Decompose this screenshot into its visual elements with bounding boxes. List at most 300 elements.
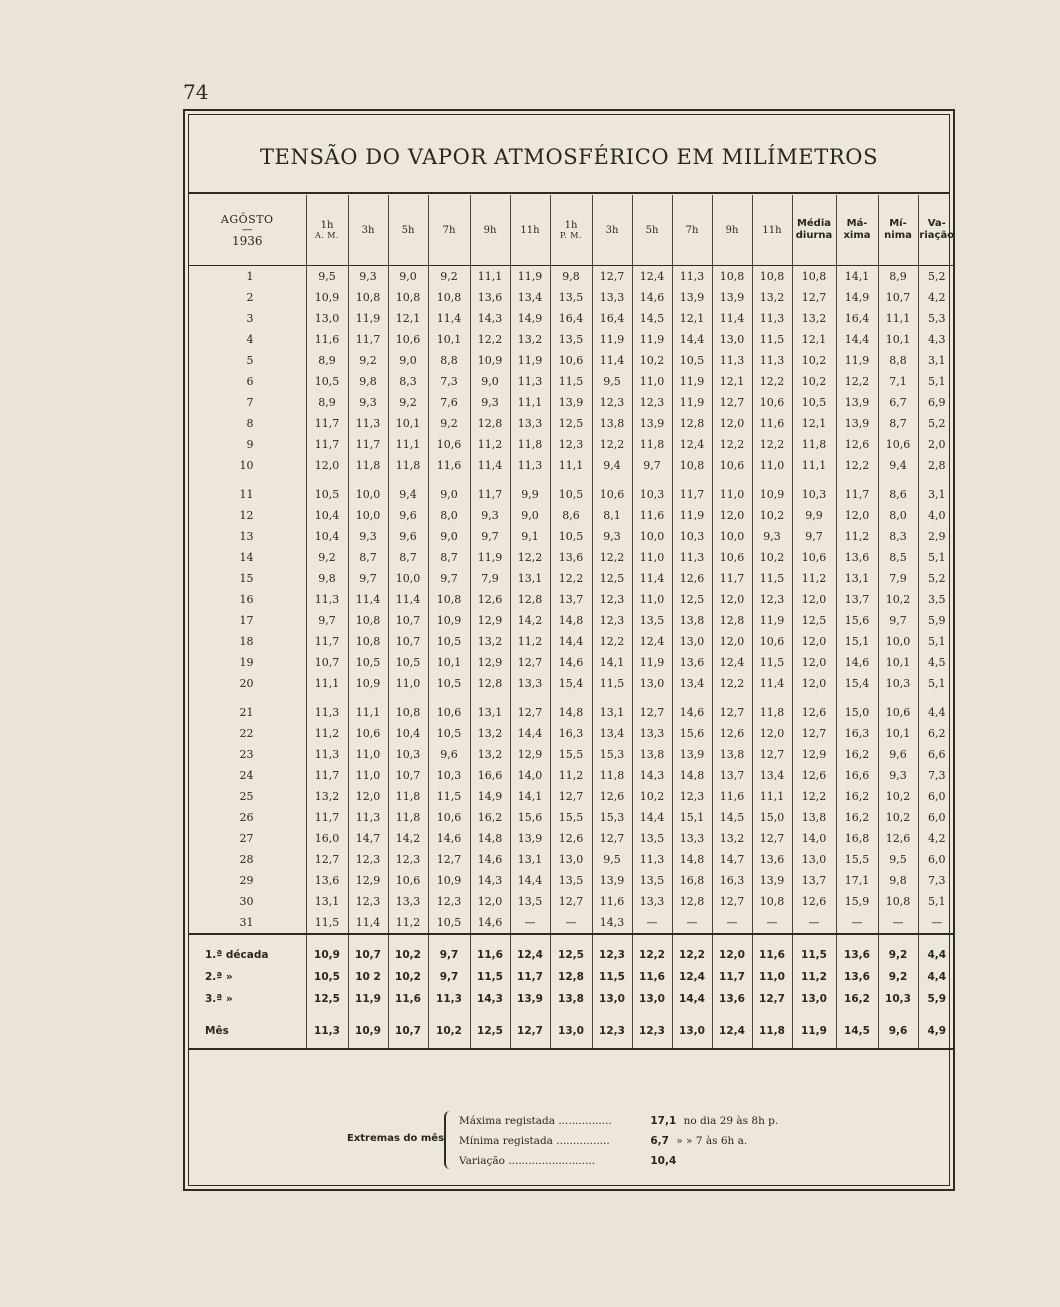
spacer-cell	[672, 694, 712, 702]
summary-value: 12,0	[712, 934, 752, 966]
value-cell: 13,6	[752, 849, 792, 870]
table-row	[189, 723, 955, 744]
summary-value: 4,4	[918, 934, 955, 966]
table-row	[189, 786, 955, 807]
value-cell: 12,4	[712, 652, 752, 673]
summary-value: 4,4	[918, 966, 955, 988]
value-cell: —	[836, 912, 878, 934]
value-cell: 12,7	[792, 723, 836, 744]
value-cell: 12,9	[348, 870, 388, 891]
value-cell: 2,0	[918, 434, 955, 455]
value-cell: 12,5	[592, 568, 632, 589]
value-cell: 5,1	[918, 547, 955, 568]
value-cell: 16,2	[836, 786, 878, 807]
value-cell: 10,6	[878, 434, 918, 455]
decade-spacer	[189, 476, 955, 484]
day-cell: 10	[239, 459, 254, 472]
gap-cell	[672, 1010, 712, 1020]
value-cell: 4,2	[918, 287, 955, 308]
value-cell: 9,4	[878, 455, 918, 476]
value-cell: 12,2	[752, 371, 792, 392]
header-hour: 9h	[712, 195, 752, 266]
value-cell: —	[918, 912, 955, 934]
value-cell: 13,9	[712, 287, 752, 308]
value-cell: 11,5	[550, 371, 592, 392]
value-cell: 12,0	[836, 505, 878, 526]
value-cell: 12,3	[672, 786, 712, 807]
gap-cell	[712, 1010, 752, 1020]
value-cell: 12,7	[306, 849, 348, 870]
value-cell: 12,6	[470, 589, 510, 610]
value-cell: 11,6	[592, 891, 632, 912]
value-cell: 6,6	[918, 744, 955, 765]
summary-value: 13,0	[592, 988, 632, 1010]
value-cell: 10,7	[388, 610, 428, 631]
value-cell: 13,5	[632, 828, 672, 849]
spacer-cell	[348, 694, 388, 702]
value-cell: 8,8	[428, 350, 470, 371]
value-cell: 11,7	[306, 631, 348, 652]
value-cell: 13,1	[306, 891, 348, 912]
summary-value: 9,2	[878, 966, 918, 988]
value-cell: 12,2	[752, 434, 792, 455]
header-hour: 11h	[510, 195, 550, 266]
value-cell: 14,5	[712, 807, 752, 828]
value-cell: 10,6	[388, 329, 428, 350]
value-cell: 11,9	[836, 350, 878, 371]
value-cell: 11,3	[632, 849, 672, 870]
value-cell: 12,2	[836, 371, 878, 392]
value-cell: 15,3	[592, 807, 632, 828]
value-cell: 13,1	[510, 849, 550, 870]
summary-value: 9,7	[428, 934, 470, 966]
value-cell: 13,0	[712, 329, 752, 350]
summary-value: 13,0	[550, 1020, 592, 1049]
summary-value: 12,5	[550, 934, 592, 966]
value-cell: 13,0	[792, 849, 836, 870]
value-cell: 14,9	[836, 287, 878, 308]
gap-cell	[510, 1010, 550, 1020]
value-cell: 5,1	[918, 631, 955, 652]
table-row	[189, 807, 955, 828]
value-cell: 13,0	[632, 673, 672, 694]
value-cell: 12,0	[712, 631, 752, 652]
summary-label: 3.ª »	[205, 993, 233, 1005]
value-cell: 11,9	[632, 652, 672, 673]
summary-value: 14,4	[672, 988, 712, 1010]
day-cell: 23	[239, 748, 254, 761]
extreme-min-row	[459, 1135, 747, 1147]
value-cell: —	[550, 912, 592, 934]
value-cell: 10,4	[388, 723, 428, 744]
value-cell: 12,3	[348, 891, 388, 912]
value-cell: 17,1	[836, 870, 878, 891]
header-variacao: Va- riação	[918, 195, 955, 266]
value-cell: 13,3	[672, 828, 712, 849]
day-cell: 16	[239, 593, 254, 606]
value-cell: 10,8	[348, 631, 388, 652]
value-cell: 8,9	[306, 350, 348, 371]
value-cell: 13,4	[752, 765, 792, 786]
value-cell: 11,8	[388, 807, 428, 828]
table-inner-frame	[188, 114, 955, 1186]
value-cell: 11,2	[306, 723, 348, 744]
table-row	[189, 266, 955, 288]
value-cell: 9,8	[306, 568, 348, 589]
summary-value: 11,5	[592, 966, 632, 988]
value-cell: 10,2	[792, 350, 836, 371]
value-cell: 9,2	[388, 392, 428, 413]
value-cell: 11,2	[550, 765, 592, 786]
value-cell: 14,3	[470, 870, 510, 891]
value-cell: 14,8	[672, 849, 712, 870]
hour-label: 1h	[564, 220, 578, 231]
summary-value: 11,6	[388, 988, 428, 1010]
day-cell: 26	[239, 811, 254, 824]
spacer-cell	[672, 476, 712, 484]
vapor-pressure-table	[189, 195, 955, 1050]
value-cell: 7,1	[878, 371, 918, 392]
value-cell: 10,4	[306, 526, 348, 547]
value-cell: 10,5	[348, 652, 388, 673]
summary-value: 11,9	[348, 988, 388, 1010]
spacer-cell	[712, 694, 752, 702]
table-row	[189, 547, 955, 568]
value-cell: 14,0	[792, 828, 836, 849]
summary-value: 9,7	[428, 966, 470, 988]
value-cell: 9,1	[510, 526, 550, 547]
summary-value: 12,4	[712, 1020, 752, 1049]
value-cell: 10,6	[878, 702, 918, 723]
value-cell: 10,3	[428, 765, 470, 786]
value-cell: 11,8	[752, 702, 792, 723]
value-cell: 11,1	[306, 673, 348, 694]
value-cell: 12,7	[752, 828, 792, 849]
value-cell: 10,1	[428, 652, 470, 673]
value-cell: 10,8	[878, 891, 918, 912]
day-cell: 30	[239, 895, 254, 908]
spacer-cell	[428, 694, 470, 702]
value-cell: 10,1	[878, 652, 918, 673]
value-cell: 5,2	[918, 413, 955, 434]
value-cell: 12,7	[712, 891, 752, 912]
value-cell: 12,5	[550, 413, 592, 434]
value-cell: 9,2	[306, 547, 348, 568]
value-cell: 14,6	[470, 849, 510, 870]
header-hour: 11h	[752, 195, 792, 266]
value-cell: 13,6	[550, 547, 592, 568]
summary-value: 10,2	[388, 934, 428, 966]
value-cell: 8,7	[878, 413, 918, 434]
day-cell: 31	[239, 916, 254, 929]
gap-cell	[836, 1010, 878, 1020]
day-cell: 19	[239, 656, 254, 669]
value-cell: 10,3	[672, 526, 712, 547]
value-cell: 12,8	[510, 589, 550, 610]
value-cell: 10,2	[632, 786, 672, 807]
value-cell: 10,9	[428, 870, 470, 891]
table-row	[189, 828, 955, 849]
value-cell: 11,8	[348, 455, 388, 476]
summary-value: 11,6	[752, 934, 792, 966]
summary-value: 11,9	[792, 1020, 836, 1049]
spacer-cell	[632, 476, 672, 484]
value-cell: 12,3	[592, 610, 632, 631]
spacer-cell	[388, 694, 428, 702]
value-cell: 14,0	[510, 765, 550, 786]
value-cell: 9,7	[792, 526, 836, 547]
year-label: 1936	[231, 233, 263, 248]
value-cell: 16,8	[672, 870, 712, 891]
value-cell: 10,4	[306, 505, 348, 526]
value-cell: 9,3	[348, 526, 388, 547]
value-cell: 8,7	[428, 547, 470, 568]
table-row	[189, 526, 955, 547]
value-cell: 13,6	[672, 652, 712, 673]
summary-value: 10,2	[388, 966, 428, 988]
value-cell: 12,7	[712, 392, 752, 413]
value-cell: 10,1	[388, 413, 428, 434]
value-cell: 10,2	[878, 786, 918, 807]
value-cell: 10,8	[348, 287, 388, 308]
value-cell: 14,6	[632, 287, 672, 308]
value-cell: 13,4	[672, 673, 712, 694]
value-cell: 12,1	[792, 329, 836, 350]
summary-value: 10,7	[388, 1020, 428, 1049]
value-cell: 11,8	[592, 765, 632, 786]
day-cell: 2	[246, 291, 254, 304]
value-cell: 11,0	[752, 455, 792, 476]
value-cell: 14,4	[632, 807, 672, 828]
value-cell: 12,0	[752, 723, 792, 744]
value-cell: 11,3	[752, 350, 792, 371]
summary-value: 12,3	[632, 1020, 672, 1049]
value-cell: 11,4	[348, 589, 388, 610]
day-cell: 18	[239, 635, 254, 648]
pm-label: P. M.	[559, 231, 583, 240]
value-cell: 9,0	[470, 371, 510, 392]
value-cell: 10,8	[672, 455, 712, 476]
value-cell: 11,2	[792, 568, 836, 589]
value-cell: 14,4	[510, 870, 550, 891]
value-cell: 10,9	[306, 287, 348, 308]
value-cell: 11,8	[792, 434, 836, 455]
header-hour: 9h	[470, 195, 510, 266]
value-cell: 12,3	[592, 589, 632, 610]
value-cell: 11,7	[672, 484, 712, 505]
value-cell: 15,5	[550, 807, 592, 828]
value-cell: 11,7	[306, 765, 348, 786]
value-cell: 13,1	[836, 568, 878, 589]
value-cell: 16,0	[306, 828, 348, 849]
value-cell: 11,3	[306, 702, 348, 723]
value-cell: 14,6	[428, 828, 470, 849]
value-cell: 10,2	[632, 350, 672, 371]
value-cell: 9,2	[428, 266, 470, 288]
value-cell: 13,9	[836, 413, 878, 434]
value-cell: 10,7	[878, 287, 918, 308]
value-cell: 10,6	[388, 870, 428, 891]
value-cell: 9,3	[878, 765, 918, 786]
value-cell: 10,6	[428, 807, 470, 828]
summary-value: 13,0	[632, 988, 672, 1010]
value-cell: 10,3	[388, 744, 428, 765]
value-cell: 12,6	[792, 765, 836, 786]
summary-value: 12,2	[632, 934, 672, 966]
value-cell: 13,0	[672, 631, 712, 652]
value-cell: 12,0	[470, 891, 510, 912]
value-cell: 12,2	[592, 434, 632, 455]
summary-value: 12,4	[672, 966, 712, 988]
value-cell: 9,8	[348, 371, 388, 392]
value-cell: 9,9	[792, 505, 836, 526]
value-cell: 10,2	[878, 589, 918, 610]
summary-label: 1.ª década	[189, 934, 306, 966]
value-cell: 11,8	[388, 786, 428, 807]
summary-row	[189, 934, 955, 966]
day-cell: 22	[239, 727, 254, 740]
value-cell: 16,2	[836, 744, 878, 765]
value-cell: 12,7	[550, 786, 592, 807]
value-cell: 9,3	[470, 505, 510, 526]
value-cell: 11,0	[348, 744, 388, 765]
summary-value: 13,8	[550, 988, 592, 1010]
value-cell: 11,9	[752, 610, 792, 631]
table-frame	[183, 109, 955, 1191]
value-cell: 13,1	[510, 568, 550, 589]
value-cell: 12,6	[792, 891, 836, 912]
table-row	[189, 891, 955, 912]
summary-value: 13,9	[510, 988, 550, 1010]
value-cell: 14,8	[672, 765, 712, 786]
value-cell: 9,7	[306, 610, 348, 631]
value-cell: 12,6	[878, 828, 918, 849]
value-cell: 12,4	[632, 266, 672, 288]
extreme-var-row	[459, 1155, 676, 1167]
value-cell: 5,3	[918, 308, 955, 329]
value-cell: 12,3	[348, 849, 388, 870]
value-cell: 4,0	[918, 505, 955, 526]
value-cell: 13,4	[510, 287, 550, 308]
value-cell: 9,7	[632, 455, 672, 476]
extreme-max-note: no dia 29 às 8h p.	[683, 1115, 779, 1127]
value-cell: 14,8	[470, 828, 510, 849]
summary-value: 9,6	[878, 1020, 918, 1049]
value-cell: —	[792, 912, 836, 934]
value-cell: 15,6	[672, 723, 712, 744]
daily-rows	[189, 266, 955, 935]
value-cell: 13,5	[550, 287, 592, 308]
value-cell: 9,4	[592, 455, 632, 476]
value-cell: 11,9	[470, 547, 510, 568]
table-row	[189, 589, 955, 610]
summary-value: 13,6	[836, 934, 878, 966]
value-cell: 10,2	[878, 807, 918, 828]
value-cell: 11,6	[306, 329, 348, 350]
value-cell: 12,6	[672, 568, 712, 589]
value-cell: 11,6	[632, 505, 672, 526]
spacer-cell	[388, 476, 428, 484]
value-cell: 14,5	[632, 308, 672, 329]
value-cell: 11,1	[510, 392, 550, 413]
value-cell: 10,2	[752, 505, 792, 526]
value-cell: 10,5	[428, 673, 470, 694]
value-cell: 9,2	[348, 350, 388, 371]
value-cell: 12,0	[792, 673, 836, 694]
value-cell: 11,9	[592, 329, 632, 350]
value-cell: 6,0	[918, 786, 955, 807]
value-cell: 12,7	[592, 266, 632, 288]
table-row	[189, 744, 955, 765]
summary-value: 13,6	[712, 988, 752, 1010]
value-cell: 11,6	[752, 413, 792, 434]
value-cell: 13,8	[672, 610, 712, 631]
value-cell: 10,5	[428, 912, 470, 934]
value-cell: 5,2	[918, 568, 955, 589]
value-cell: 6,7	[878, 392, 918, 413]
value-cell: 11,1	[792, 455, 836, 476]
value-cell: 4,4	[918, 702, 955, 723]
value-cell: 14,1	[836, 266, 878, 288]
value-cell: 14,3	[592, 912, 632, 934]
gap-cell	[388, 1010, 428, 1020]
value-cell: 10,5	[672, 350, 712, 371]
value-cell: 10,6	[592, 484, 632, 505]
spacer-cell	[306, 476, 348, 484]
value-cell: 10,5	[550, 526, 592, 547]
value-cell: 10,0	[632, 526, 672, 547]
value-cell: 11,7	[712, 568, 752, 589]
value-cell: 16,2	[470, 807, 510, 828]
value-cell: 11,5	[428, 786, 470, 807]
value-cell: 11,9	[510, 266, 550, 288]
table-row	[189, 610, 955, 631]
spacer-cell	[836, 694, 878, 702]
value-cell: 12,3	[388, 849, 428, 870]
summary-value: 11,2	[792, 966, 836, 988]
value-cell: 10,7	[306, 652, 348, 673]
value-cell: 11,7	[306, 413, 348, 434]
value-cell: 12,2	[470, 329, 510, 350]
value-cell: 15,1	[836, 631, 878, 652]
header-hour: 5h	[388, 195, 428, 266]
day-cell: 13	[239, 530, 254, 543]
value-cell: 13,9	[752, 870, 792, 891]
value-cell: 15,6	[836, 610, 878, 631]
table-row	[189, 484, 955, 505]
value-cell: 10,2	[752, 547, 792, 568]
value-cell: 13,8	[792, 807, 836, 828]
summary-value: 12,7	[752, 988, 792, 1010]
value-cell: 11,5	[752, 652, 792, 673]
gap-cell	[632, 1010, 672, 1020]
value-cell: 9,3	[470, 392, 510, 413]
value-cell: 11,3	[510, 455, 550, 476]
value-cell: 6,0	[918, 849, 955, 870]
spacer-cell	[712, 476, 752, 484]
value-cell: 11,4	[428, 308, 470, 329]
value-cell: 12,7	[510, 702, 550, 723]
day-cell: 28	[239, 853, 254, 866]
value-cell: 10,3	[632, 484, 672, 505]
extreme-var-value: 10,4	[650, 1155, 677, 1167]
value-cell: 10,6	[428, 702, 470, 723]
value-cell: 12,9	[470, 652, 510, 673]
value-cell: 4,5	[918, 652, 955, 673]
value-cell: 10,6	[428, 434, 470, 455]
summary-value: 14,5	[836, 1020, 878, 1049]
value-cell: 12,1	[388, 308, 428, 329]
